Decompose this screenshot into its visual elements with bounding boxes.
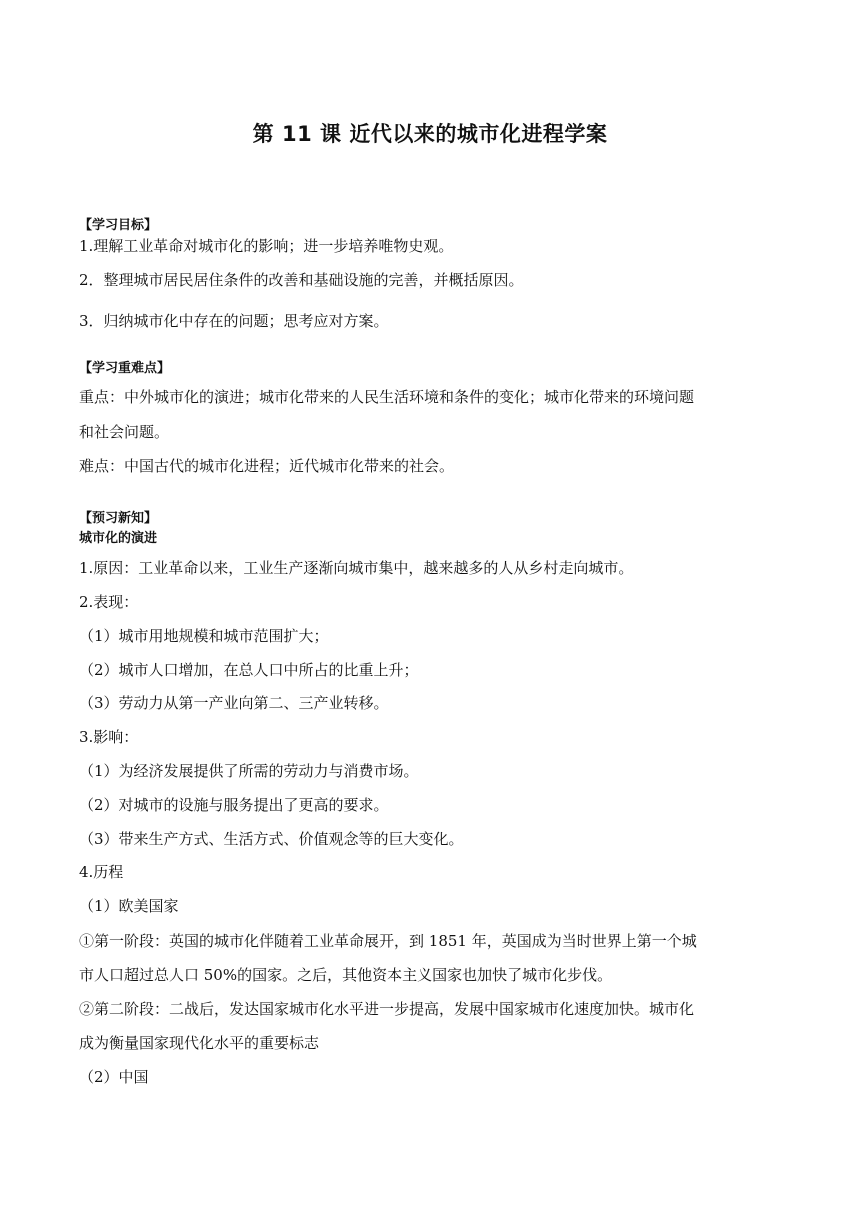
preview-line: （2）对城市的设施与服务提出了更高的要求。 [79,796,389,814]
preview-line: （1）为经济发展提供了所需的劳动力与消费市场。 [79,762,419,780]
difficulty-line: 难点：中国古代的城市化进程；近代城市化带来的社会。 [79,457,455,475]
goal-item-1: 1.理解工业革命对城市化的影响；进一步培养唯物史观。 [79,237,454,255]
preview-line: （3）劳动力从第一产业向第二、三产业转移。 [79,694,389,712]
preview-line: 1.原因：工业革命以来，工业生产逐渐向城市集中，越来越多的人从乡村走向城市。 [79,559,634,577]
preview-line: （1）欧美国家 [79,897,179,915]
preview-subheading: 城市化的演进 [79,531,158,546]
focus-line-2: 和社会问题。 [79,423,170,441]
preview-line: 市人口超过总人口 50%的国家。之后，其他资本主义国家也加快了城市化步伐。 [79,966,613,984]
preview-line: （2）中国 [79,1068,149,1086]
document-title: 第 11 课 近代以来的城市化进程学案 [252,122,608,146]
preview-line: （2）城市人口增加，在总人口中所占的比重上升； [79,661,419,679]
goal-item-3: 3．归纳城市化中存在的问题；思考应对方案。 [79,312,389,330]
preview-line: 2.表现： [79,593,139,611]
preview-line: ②第二阶段：二战后，发达国家城市化水平进一步提高，发展中国家城市化速度加快。城市化 [79,1000,695,1018]
preview-line: （3）带来生产方式、生活方式、价值观念等的巨大变化。 [79,830,464,848]
preview-line: 成为衡量国家现代化水平的重要标志 [79,1034,320,1052]
goals-heading: 【学习目标】 [79,218,158,233]
key-points-heading: 【学习重难点】 [79,361,171,376]
preview-line: （1）城市用地规模和城市范围扩大； [79,627,329,645]
focus-line-1: 重点：中外城市化的演进；城市化带来的人民生活环境和条件的变化；城市化带来的环境问题 [79,388,695,406]
preview-line: 3.影响： [79,728,139,746]
goal-item-2: 2．整理城市居民居住条件的改善和基础设施的完善，并概括原因。 [79,271,524,289]
preview-line: ①第一阶段：英国的城市化伴随着工业革命展开，到 1851 年，英国成为当时世界上第一个城 [79,932,697,950]
preview-heading: 【预习新知】 [79,511,158,526]
preview-line: 4.历程 [79,863,124,881]
